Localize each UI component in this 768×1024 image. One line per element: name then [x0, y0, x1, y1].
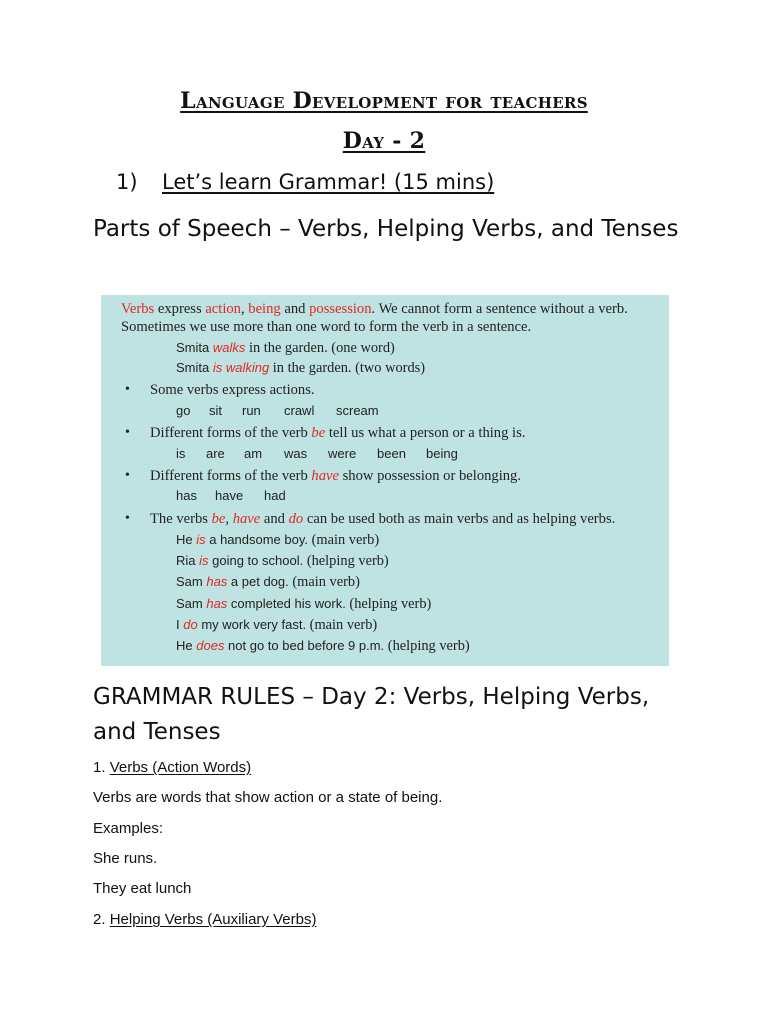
bullet-text: can be used both as main verbs and as helping verbs.: [303, 511, 616, 527]
example-verb: does: [196, 638, 225, 653]
box-intro: [121, 300, 661, 336]
word: being: [426, 446, 458, 461]
intro-being: being: [248, 301, 281, 317]
bullet-verb: have: [311, 468, 339, 484]
rule-1-description: Verbs are words that show action or a state of being.: [93, 789, 443, 806]
example-text: Sam: [176, 574, 207, 589]
word: run: [242, 403, 261, 418]
example-text: Smita: [176, 360, 213, 375]
word: am: [244, 446, 263, 461]
word: sit: [209, 403, 222, 418]
have-words: [176, 488, 286, 503]
example-sentence: They eat lunch: [93, 880, 192, 897]
examples-label: Examples:: [93, 820, 164, 837]
example-text: He: [176, 532, 197, 547]
example-line: [176, 553, 389, 570]
example-verb: is: [199, 553, 209, 568]
word: go: [176, 403, 191, 418]
bullet-be: [150, 425, 525, 442]
bullet-verb: be: [311, 425, 326, 441]
rule-1-heading: [93, 759, 251, 776]
parts-of-speech-heading: Parts of Speech – Verbs, Helping Verbs, and Tenses: [93, 216, 679, 242]
example-note: (main verb): [309, 617, 378, 633]
bullet-verb: be: [211, 511, 226, 527]
bullet: •: [125, 468, 130, 483]
example-verb: walks: [212, 340, 246, 355]
day-label: Day - 2: [342, 128, 426, 154]
word: been: [377, 446, 406, 461]
example-verb: do: [183, 617, 198, 632]
intro-possession: possession: [309, 301, 372, 317]
example-text: not go to bed before 9 p.m.: [224, 638, 388, 653]
bullet-text: and: [260, 511, 289, 527]
example-text: Ria: [176, 553, 200, 568]
bullet-text: tell us what a person or a thing is.: [325, 425, 526, 441]
intro-action: action: [205, 301, 241, 317]
example-verb: has: [206, 574, 228, 589]
bullet-text: Different forms of the verb: [150, 425, 312, 441]
be-words: [176, 446, 458, 461]
intro-verbs: Verbs: [121, 301, 155, 317]
example-text: I: [176, 617, 184, 632]
bullet: •: [125, 425, 130, 440]
example-text: going to school.: [208, 553, 307, 568]
example-verb: is: [196, 532, 206, 547]
action-words: [176, 403, 379, 418]
example-text: completed his work.: [227, 596, 350, 611]
section-heading: [116, 170, 494, 194]
intro-text: express: [154, 301, 206, 317]
bullet-verb: do: [288, 511, 304, 527]
example-text: He: [176, 638, 197, 653]
intro-text: . We cannot form a sentence without a verb. Sometimes we use more than one word to form the verb in a sentence.: [121, 301, 628, 335]
bullet-verb: have: [232, 511, 261, 527]
example-text: Smita: [176, 340, 213, 355]
rule-title: Helping Verbs (Auxiliary Verbs): [109, 911, 317, 928]
example-note: (helping verb): [387, 638, 470, 654]
bullet-text: ,: [225, 511, 233, 527]
word: had: [264, 488, 286, 503]
bullet-have: [150, 468, 521, 485]
section-number: 1): [116, 170, 138, 194]
rule-number: 1.: [93, 759, 110, 776]
rule-number: 2.: [93, 911, 110, 928]
bullet-text: The verbs: [150, 511, 212, 527]
grammar-rules-heading: GRAMMAR RULES – Day 2: Verbs, Helping Verbs, and Tenses: [93, 684, 650, 745]
example-line: [176, 360, 425, 377]
example-text: a handsome boy.: [205, 532, 312, 547]
example-line: [176, 638, 470, 655]
example-text: in the garden. (one word): [245, 340, 395, 356]
word: has: [176, 488, 197, 503]
example-verb: has: [206, 596, 228, 611]
bullet-text: Different forms of the verb: [150, 468, 312, 484]
word: is: [176, 446, 186, 461]
example-note: (helping verb): [306, 553, 389, 569]
example-text: a pet dog.: [227, 574, 293, 589]
word: crawl: [284, 403, 315, 418]
section-title: Let’s learn Grammar! (15 mins): [162, 170, 495, 194]
example-note: (helping verb): [349, 596, 432, 612]
example-note: (main verb): [311, 532, 380, 548]
word: have: [215, 488, 244, 503]
word: scream: [336, 403, 379, 418]
example-line: [176, 617, 377, 634]
intro-text: ,: [240, 301, 249, 317]
example-text: Sam: [176, 596, 207, 611]
intro-text: and: [280, 301, 310, 317]
document-title: Language Development for teachers: [180, 88, 588, 114]
rule-2-heading: [93, 911, 316, 928]
bullet-helping: [150, 511, 615, 528]
example-line: [176, 532, 379, 549]
example-line: [176, 574, 360, 591]
example-text: in the garden. (two words): [269, 360, 426, 376]
word: was: [284, 446, 308, 461]
bullet: •: [125, 382, 130, 397]
word: are: [206, 446, 225, 461]
example-line: [176, 596, 431, 613]
bullet-text: show possession or belonging.: [338, 468, 522, 484]
example-text: my work very fast.: [197, 617, 310, 632]
example-line: [176, 340, 395, 357]
example-verb: is walking: [212, 360, 270, 375]
rule-title: Verbs (Action Words): [109, 759, 252, 776]
bullet: •: [125, 511, 130, 526]
grammar-info-box: [101, 295, 669, 666]
example-note: (main verb): [292, 574, 360, 590]
word: were: [328, 446, 357, 461]
example-sentence: She runs.: [93, 850, 158, 867]
bullet-actions: Some verbs express actions.: [150, 382, 315, 398]
